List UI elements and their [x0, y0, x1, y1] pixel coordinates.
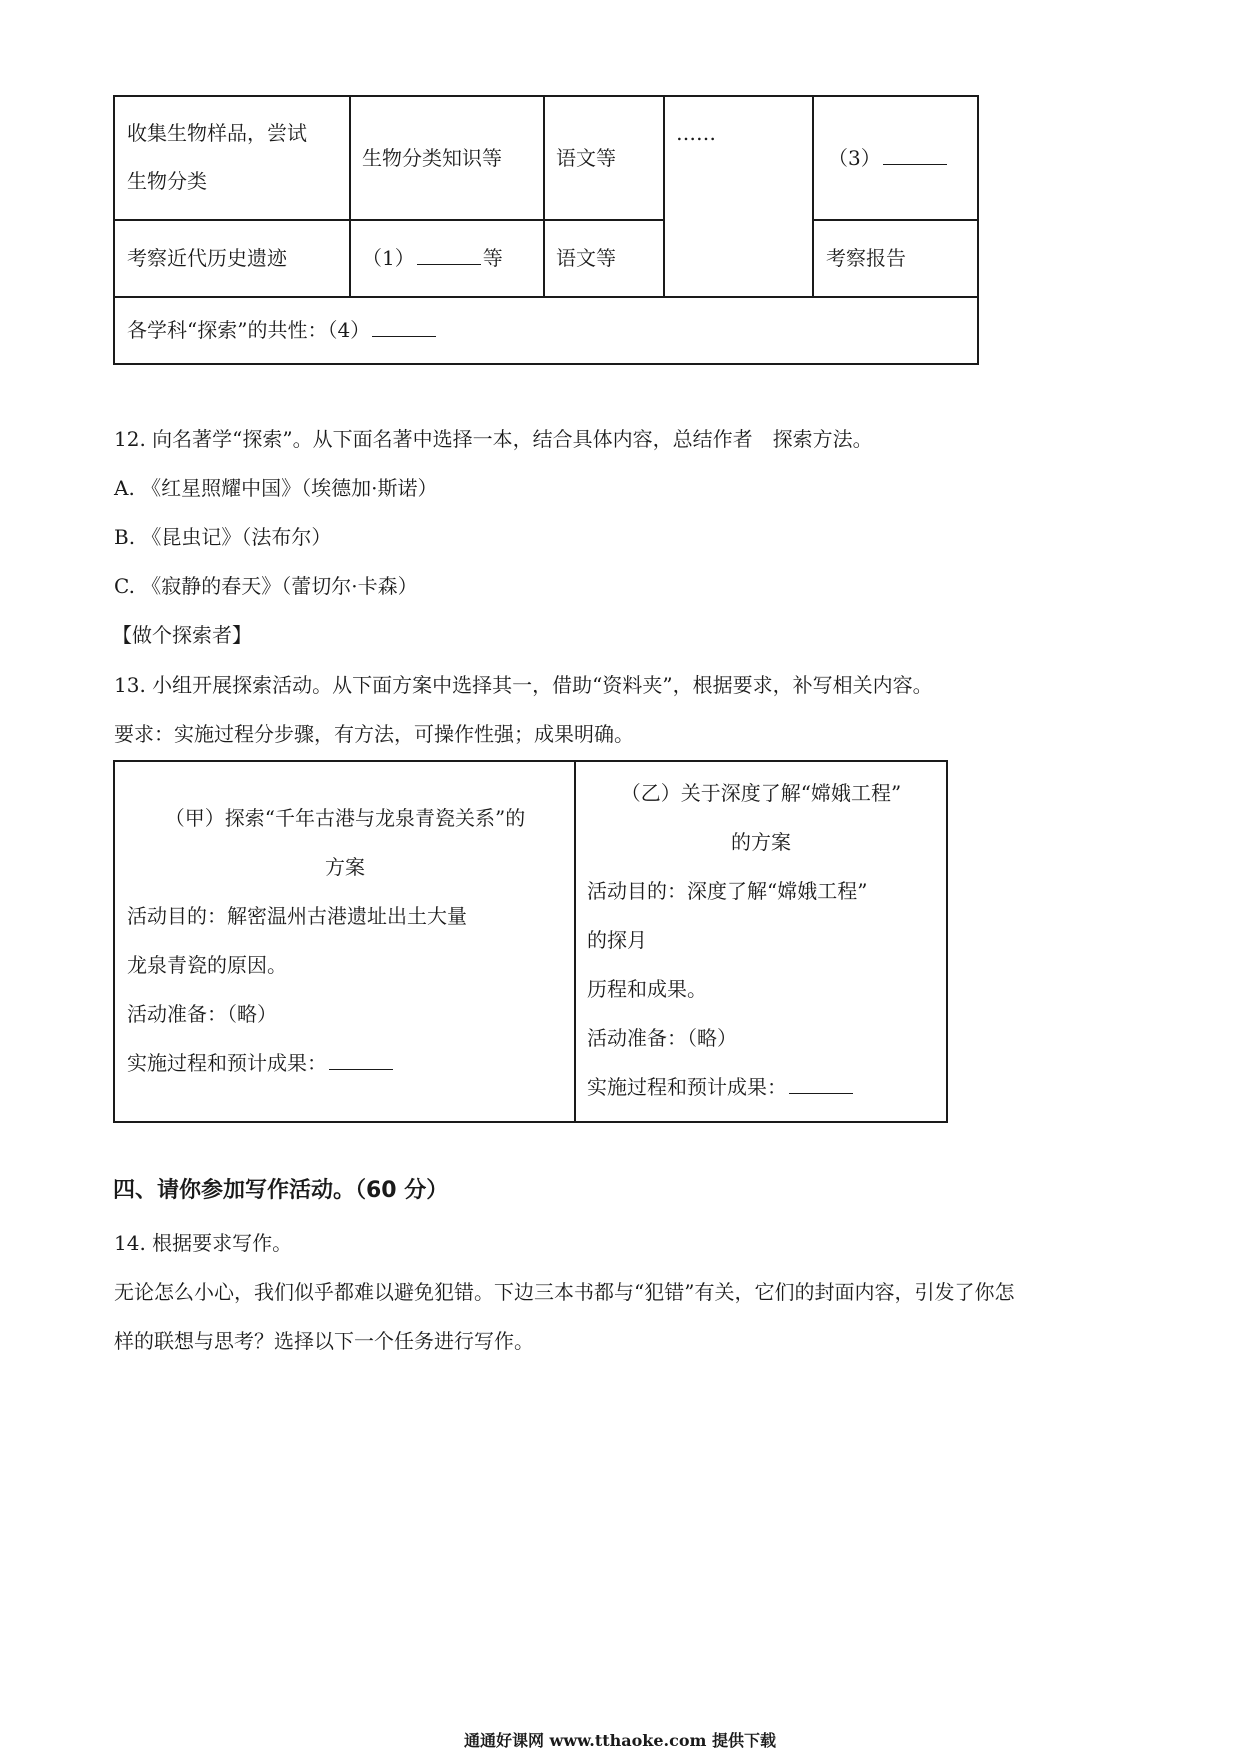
plan-b-process: 实施过程和预计成果： [587, 1072, 855, 1102]
question-12-stem: 12. 向名著学“探索”。从下面名著中选择一本，结合具体内容，总结作者 探索方法。 [114, 427, 873, 451]
plan-b-goal-line3: 历程和成果。 [587, 977, 707, 1001]
table-cell-blank-3: （3） [828, 143, 949, 173]
question-14-para-line2: 样的联想与思考？选择以下一个任务进行写作。 [114, 1329, 534, 1353]
section-4-heading: 四、请你参加写作活动。（60 分） [113, 1178, 449, 1203]
plan-b-prep: 活动准备：（略） [587, 1026, 737, 1050]
question-14-para-line1: 无论怎么小心，我们似乎都难以避免犯错。下边三本书都与“犯错”有关，它们的封面内容，引发了你怎 [114, 1280, 1015, 1304]
table-cell-result-2: 考察报告 [826, 246, 906, 270]
question-12-option-c: C. 《寂静的春天》（蕾切尔·卡森） [114, 574, 418, 598]
table-cell-activity-1-line2: 生物分类 [127, 169, 207, 193]
table-cell-knowledge-1: 生物分类知识等 [362, 146, 502, 170]
fill-blank[interactable] [883, 144, 947, 165]
plan-a-prep: 活动准备：（略） [127, 1002, 277, 1026]
table-cell-activity-1-line1: 收集生物样品，尝试 [127, 121, 307, 145]
page-footer: 通通好课网 www.tthaoke.com 提供下载 [463, 1731, 777, 1750]
plan-a-title-line2: 方案 [325, 855, 365, 879]
fill-blank[interactable] [372, 316, 436, 337]
question-12-option-a: A. 《红星照耀中国》（埃德加·斯诺） [114, 476, 438, 500]
fill-blank[interactable] [789, 1073, 853, 1094]
plan-a-goal-line2: 龙泉青瓷的原因。 [127, 953, 287, 977]
table-cell-blank-1: （1） 等 [362, 246, 503, 270]
plan-a-title-line1: （甲）探索“千年古港与龙泉青瓷关系”的 [164, 806, 526, 830]
fill-blank[interactable] [329, 1049, 393, 1070]
table-cell-commonality: 各学科“探索”的共性：（4） [127, 315, 438, 345]
question-13-stem: 13. 小组开展探索活动。从下面方案中选择其一，借助“资料夹”，根据要求，补写相关内容。 [114, 673, 933, 697]
fill-blank[interactable] [417, 244, 481, 265]
question-12-option-b: B. 《昆虫记》（法布尔） [114, 525, 332, 549]
plan-b-title-line2: 的方案 [731, 830, 791, 854]
plan-a-goal-line1: 活动目的：解密温州古港遗址出土大量 [127, 904, 467, 928]
table-cell-subject-1: 语文等 [556, 146, 616, 170]
table-cell-subject-2: 语文等 [556, 246, 616, 270]
section-tag: 【做个探索者】 [112, 623, 252, 647]
table-cell-activity-2: 考察近代历史遗迹 [127, 246, 287, 270]
plan-b-title-line1: （乙）关于深度了解“嫦娥工程” [620, 781, 902, 805]
plan-b-goal-line1: 活动目的：深度了解“嫦娥工程” [587, 879, 868, 903]
plan-b-goal-line2: 的探月 [587, 928, 647, 952]
plan-a-process: 实施过程和预计成果： [127, 1048, 395, 1078]
table-cell-ellipsis: …… [676, 121, 716, 145]
question-14-stem: 14. 根据要求写作。 [114, 1231, 293, 1255]
question-13-requirement: 要求：实施过程分步骤，有方法，可操作性强；成果明确。 [114, 722, 634, 746]
